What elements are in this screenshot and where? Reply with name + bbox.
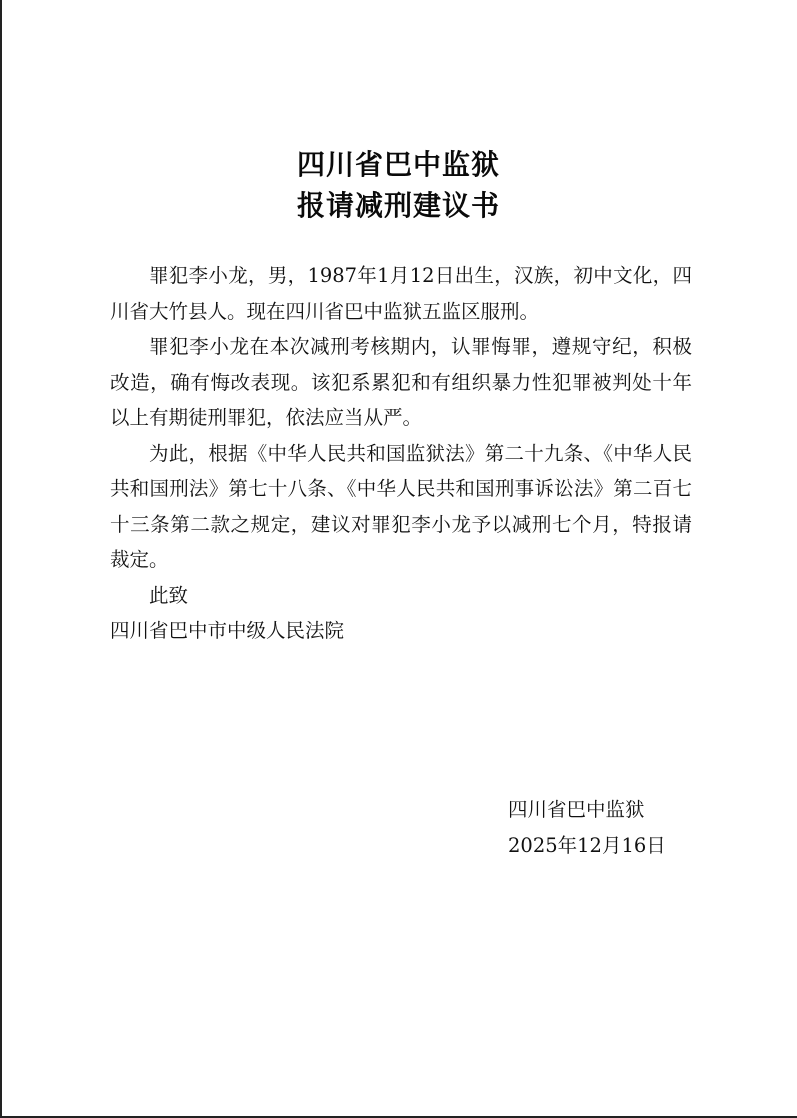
signature-org: 四川省巴中监狱: [508, 798, 645, 821]
salutation: 此致: [149, 583, 189, 607]
recipient: 四川省巴中市中级人民法院: [110, 619, 345, 642]
signature-date: 2025年12月16日: [508, 833, 666, 857]
paragraph-proposal: 为此，根据《中华人民共和国监狱法》第二十九条、《中华人民共和国刑法》第七十八条、《中华人民共和国刑事诉讼法》第二百七十三条第二款之规定，建议对罪犯李小龙予以减刑七个月，特报请裁定。: [110, 441, 692, 571]
paragraph-assessment: 罪犯李小龙在本次减刑考核期内，认罪悔罪，遵规守纪，积极改造，确有悔改表现。该犯系累犯和有组织暴力性犯罪被判处十年以上有期徒刑罪犯，依法应当从严。: [110, 335, 692, 429]
signature-block: [508, 792, 666, 863]
paragraph-identity: 罪犯李小龙，男，1987年1月12日出生，汉族，初中文化，四川省大竹县人。现在四川省巴中监狱五监区服刑。: [110, 264, 692, 323]
document-title: 四川省巴中监狱: [296, 148, 500, 181]
document-body: [110, 258, 692, 649]
document-subtitle: 报请减刑建议书: [296, 189, 500, 222]
